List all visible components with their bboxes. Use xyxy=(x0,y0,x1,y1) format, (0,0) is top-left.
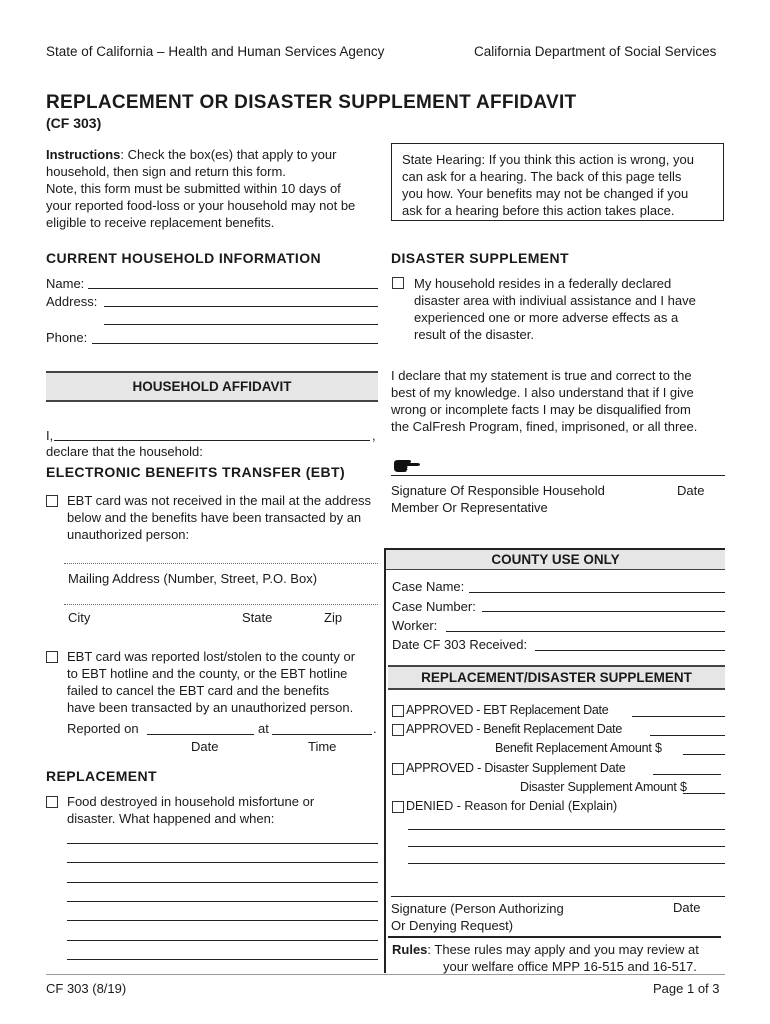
name-label: Name: xyxy=(46,276,85,291)
benefit-amount-label: Benefit Replacement Amount $ xyxy=(495,741,662,755)
explanation-line[interactable] xyxy=(67,901,378,902)
authorizing-date-label: Date xyxy=(673,900,701,915)
department-header: California Department of Social Services xyxy=(474,44,717,59)
approved-disaster-label: APPROVED - Disaster Supplement Date xyxy=(406,761,626,775)
phone-label: Phone: xyxy=(46,330,88,345)
disaster-text: My household resides in a federally declared disaster area with indiviual assistance and I have experienced one or more adverse effects as a result of the disaster. xyxy=(414,276,696,342)
declarant-name-field[interactable] xyxy=(54,440,370,441)
approved-ebt-checkbox[interactable] xyxy=(392,705,404,717)
affidavit-heading: HOUSEHOLD AFFIDAVIT xyxy=(46,371,378,402)
denied-label: DENIED - Reason for Denial (Explain) xyxy=(406,799,618,813)
disaster-amount-label: Disaster Supplement Amount $ xyxy=(520,780,687,794)
comma: , xyxy=(372,428,376,443)
rds-heading: REPLACEMENT/DISASTER SUPPLEMENT xyxy=(388,665,725,690)
denial-reason-line[interactable] xyxy=(408,846,725,847)
form-title: REPLACEMENT OR DISASTER SUPPLEMENT AFFIDAVIT xyxy=(46,92,577,113)
reported-date-field[interactable] xyxy=(147,734,254,735)
i-label: I, xyxy=(46,428,54,443)
case-name-label: Case Name: xyxy=(392,579,465,594)
worker-label: Worker: xyxy=(392,618,438,633)
declaration-text: I declare that my statement is true and correct to the best of my knowledge. I also understand that if I give wrong or incomplete facts I may be disqualified from the CalFresh Program, fined, imprisoned, or all three. xyxy=(391,368,698,434)
period: . xyxy=(373,721,377,736)
ebt-heading: ELECTRONIC BENEFITS TRANSFER (EBT) xyxy=(46,464,346,480)
ebt-lost-stolen-checkbox[interactable] xyxy=(46,651,58,663)
ebt-not-received-checkbox[interactable] xyxy=(46,495,58,507)
footer-page-number: Page 1 of 3 xyxy=(653,981,720,996)
ebt-option2-text: EBT card was reported lost/stolen to the county or to EBT hotline and the county, or the EBT hotline failed to cancel the EBT card and the benefits have been transacted by an unauthorized person. xyxy=(67,649,356,715)
rules-label: Rules xyxy=(392,942,428,957)
date-received-field[interactable] xyxy=(535,650,725,651)
footer-form-code: CF 303 (8/19) xyxy=(46,981,127,996)
authorizing-signature-label: Signature (Person Authorizing Or Denying Request) xyxy=(391,901,564,933)
signature-label: Signature Of Responsible Household Member Or Representative xyxy=(391,483,605,515)
agency-header: State of California – Health and Human Services Agency xyxy=(46,44,385,59)
county-heading: COUNTY USE ONLY xyxy=(386,550,725,570)
household-signature-field[interactable] xyxy=(391,475,725,476)
county-divider xyxy=(384,548,386,973)
instructions: Instructions: Check the box(es) that apply to your household, then sign and return this form. Note, this form must be submitted within 10 days of your reported food-loss or your household may not be eligible to receive replacement benefits. xyxy=(46,147,356,230)
explanation-line[interactable] xyxy=(67,940,378,941)
mailing-address-label: Mailing Address (Number, Street, P.O. Box) xyxy=(68,571,318,586)
state-hearing-box: State Hearing: If you think this action is wrong, you can ask for a hearing. The back of this page tells you how. Your benefits may not be changed if you ask for a hearing before this action takes place. xyxy=(391,143,724,221)
approved-disaster-checkbox[interactable] xyxy=(392,763,404,775)
approved-ebt-date-field[interactable] xyxy=(632,716,725,717)
pointing-hand-icon xyxy=(393,457,421,473)
at-label: at xyxy=(258,721,269,736)
footer-rule xyxy=(46,974,725,975)
approved-benefit-label: APPROVED - Benefit Replacement Date xyxy=(406,722,622,736)
instructions-label: Instructions xyxy=(46,147,121,162)
approved-benefit-checkbox[interactable] xyxy=(392,724,404,736)
rules-divider xyxy=(388,936,721,938)
explanation-line[interactable] xyxy=(67,882,378,883)
time-label: Time xyxy=(308,739,337,754)
ebt-option1-text: EBT card was not received in the mail at the address below and the benefits have been transacted by an unauthorized person: xyxy=(67,493,371,542)
approved-disaster-date-field[interactable] xyxy=(653,774,721,775)
declare-text: declare that the household: xyxy=(46,444,203,459)
reported-time-field[interactable] xyxy=(272,734,372,735)
address-field[interactable] xyxy=(104,306,378,307)
benefit-amount-field[interactable] xyxy=(683,754,725,755)
city-state-zip-field[interactable] xyxy=(64,604,378,605)
authorizing-signature-field[interactable] xyxy=(391,896,725,897)
disaster-heading: DISASTER SUPPLEMENT xyxy=(391,250,569,266)
mailing-address-field[interactable] xyxy=(64,563,378,564)
approved-ebt-label: APPROVED - EBT Replacement Date xyxy=(406,703,609,717)
case-number-field[interactable] xyxy=(482,611,725,612)
disaster-checkbox[interactable] xyxy=(392,277,404,289)
state-label: State xyxy=(242,610,273,625)
household-heading: CURRENT HOUSEHOLD INFORMATION xyxy=(46,250,321,266)
disaster-amount-field[interactable] xyxy=(683,793,725,794)
explanation-line[interactable] xyxy=(67,959,378,960)
replacement-heading: REPLACEMENT xyxy=(46,768,157,784)
worker-field[interactable] xyxy=(446,631,725,632)
reported-on-label: Reported on xyxy=(67,721,139,736)
denial-reason-line[interactable] xyxy=(408,863,725,864)
address-field-line2[interactable] xyxy=(104,324,378,325)
form-code: (CF 303) xyxy=(46,115,102,131)
case-name-field[interactable] xyxy=(469,592,725,593)
zip-label: Zip xyxy=(324,610,343,625)
name-field[interactable] xyxy=(88,288,378,289)
phone-field[interactable] xyxy=(92,343,378,344)
denial-reason-line[interactable] xyxy=(408,829,725,830)
denied-checkbox[interactable] xyxy=(392,801,404,813)
date-label: Date xyxy=(191,739,219,754)
date-received-label: Date CF 303 Received: xyxy=(392,637,528,652)
explanation-line[interactable] xyxy=(67,920,378,921)
address-label: Address: xyxy=(46,294,98,309)
replacement-checkbox[interactable] xyxy=(46,796,58,808)
approved-benefit-date-field[interactable] xyxy=(650,735,725,736)
city-label: City xyxy=(68,610,91,625)
signature-date-label: Date xyxy=(677,483,705,498)
explanation-line[interactable] xyxy=(67,843,378,844)
replacement-text: Food destroyed in household misfortune or disaster. What happened and when: xyxy=(67,794,315,826)
explanation-line[interactable] xyxy=(67,862,378,863)
rules-text: Rules: These rules may apply and you may review at your welfare office MPP 16-515 and 16-517. xyxy=(392,942,699,974)
case-number-label: Case Number: xyxy=(392,599,476,614)
